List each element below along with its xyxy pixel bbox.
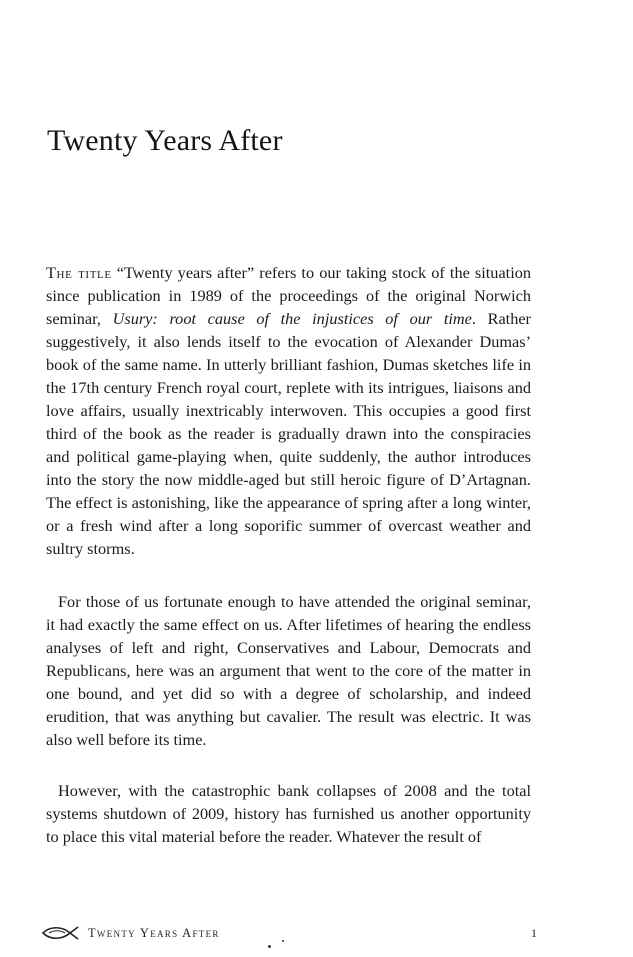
scan-speck xyxy=(268,945,271,948)
paragraph-1 xyxy=(46,261,531,560)
fish-ornament-icon xyxy=(40,924,80,947)
page-number: 1 xyxy=(531,926,537,940)
page-footer xyxy=(40,924,540,944)
chapter-title: Twenty Years After xyxy=(47,124,283,157)
paragraph-3 xyxy=(46,779,531,848)
paragraph-2 xyxy=(46,590,531,751)
book-title-italic: Usury: root cause of the injustices of our time xyxy=(112,309,472,328)
paragraph-text: “Twenty years after” refers to our taking stock of the situation since publication in 1989 of the proceedings of the original Norwich seminar, xyxy=(46,263,531,328)
paragraph-lead: The title xyxy=(46,263,112,282)
paragraph-text: . Rather suggestively, it also lends itself to the evocation of Alexander Dumas’ book of the same name. In utterly brilliant fashion, Dumas sketches life in the 17th century French royal court, replete with its intrigues, liaisons and love affairs, usually inextricably interwoven. This occupies a good first third of the book as the reader is gradually drawn into the conspiracies and political game-playing when, quite suddenly, the author introduces into the story the now middle-aged but still heroic figure of D’Artagnan. The effect is astonishing, like the appearance of spring after a long winter, or a fresh wind after a long soporific summer of overcast weather and sultry storms. xyxy=(46,309,531,558)
running-head: Twenty Years After xyxy=(88,926,220,940)
paragraph-text: However, with the catastrophic bank collapses of 2008 and the total systems shutdown of 2009, history has furnished us another opportunity to place this vital material before the reader. Whatever the result of xyxy=(46,781,531,846)
paragraph-text: For those of us fortunate enough to have attended the original seminar, it had exactly the same effect on us. After lifetimes of hearing the endless analyses of left and right, Conservatives and Labour, Democrats and Republicans, here was an argument that went to the core of the matter in one bound, and yet did so with a degree of scholarship, and indeed erudition, that was anything but cavalier. The result was electric. It was also well before its time. xyxy=(46,592,531,749)
scan-speck xyxy=(282,940,284,942)
